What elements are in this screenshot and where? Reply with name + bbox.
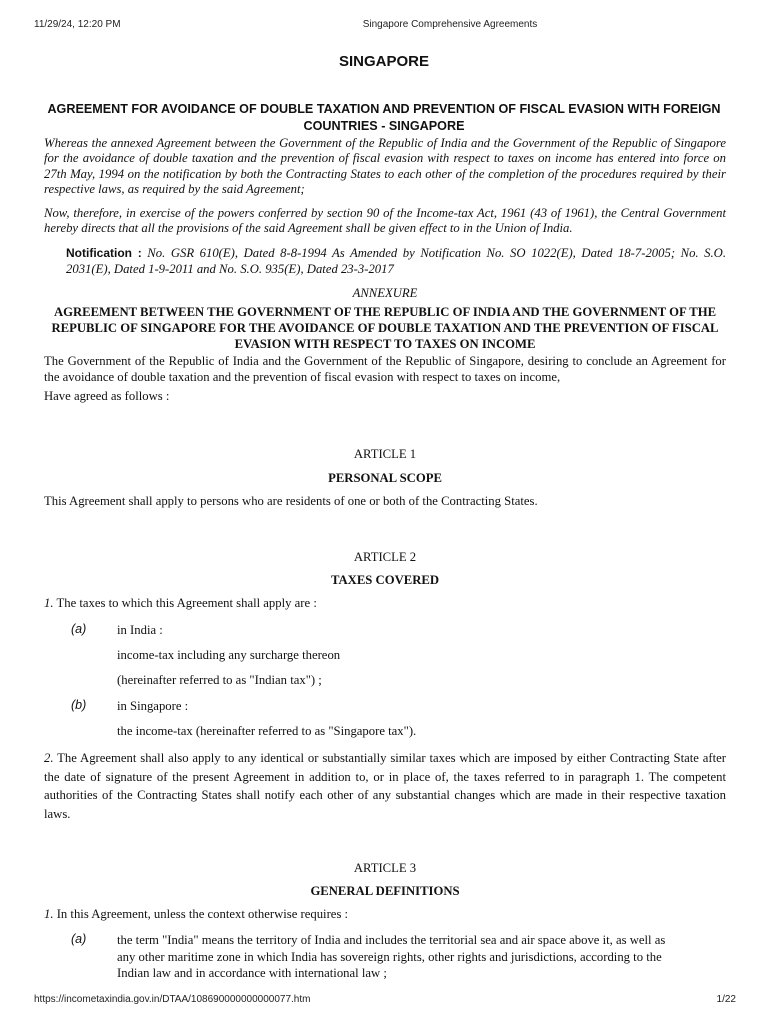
article-3-title: GENERAL DEFINITIONS (310, 884, 460, 898)
article-3-number: ARTICLE 3 (353, 861, 417, 875)
item-a-text: in India : (117, 623, 163, 637)
item-a-sub-1: income-tax including any surcharge thereon (117, 648, 341, 662)
article-1-title: PERSONAL SCOPE (328, 471, 442, 485)
paragraph-text: The taxes to which this Agreement shall apply are : (56, 596, 317, 610)
article-2-paragraph-1 (44, 596, 726, 612)
paragraph-number: 2. (44, 751, 54, 765)
article-1-text: This Agreement shall apply to persons who are residents of one or both of the Contracting States. (44, 494, 538, 508)
item-b-label: (b) (71, 698, 87, 712)
print-page-title: Singapore Comprehensive Agreements (362, 19, 538, 30)
item-b-sub-1: the income-tax (hereinafter referred to as "Singapore tax"). (117, 724, 417, 738)
paragraph-text: The Agreement shall also apply to any identical or substantially similar taxes which are imposed by either Contracting State after the date of signature of the present Agreement in addition to, or in place of, the taxes referred to in paragraph 1. The competent authorities of the Contracting States shall notify each other of any substantial changes which are made in their respective taxation laws. (44, 751, 726, 821)
page-number: 1/22 (716, 994, 736, 1005)
notification-label: Notification : (66, 246, 142, 260)
article-3-paragraph-1 (44, 907, 726, 923)
country-title: SINGAPORE (338, 53, 429, 70)
print-datetime: 11/29/24, 12:20 PM (34, 19, 121, 30)
item-a-sub-2: (hereinafter referred to as "Indian tax") ; (117, 673, 322, 687)
paragraph-text: In this Agreement, unless the context otherwise requires : (56, 907, 349, 921)
definition-a-text: the term "India" means the territory of India and includes the territorial sea and air space above it, as well as any other maritime zone in which India has sovereign rights, other rights and jurisdictions, according to the Indian law and in accordance with international law ; (117, 933, 666, 980)
article-2-paragraph-2 (44, 749, 726, 823)
notification-text: No. GSR 610(E), Dated 8-8-1994 As Amended by Notification No. SO 1022(E), Dated 18-7-2005; No. S.O. 2031(E), Dated 1-9-2011 and No. S.O. 935(E), Dated 23-3-2017 (66, 246, 726, 276)
article-1-number: ARTICLE 1 (353, 447, 417, 461)
item-a-label: (a) (71, 622, 87, 636)
preamble-paragraph: The Government of the Republic of India and the Government of the Republic of Singapore, desiring to conclude an Agreement for the avoidance of double taxation and the prevention of fiscal evasion with respect to taxes on income, (44, 354, 726, 384)
now-therefore-paragraph: Now, therefore, in exercise of the powers conferred by section 90 of the Income-tax Act, 1961 (43 of 1961), the Central Government hereby directs that all the provisions of the said Agreement shall be given effect to in the Union of India. (44, 206, 726, 236)
article-2-number: ARTICLE 2 (353, 550, 417, 564)
footer-url[interactable]: https://incometaxindia.gov.in/DTAA/108690000000000077.htm (34, 994, 311, 1005)
article-2-title: TAXES COVERED (331, 573, 439, 587)
whereas-paragraph: Whereas the annexed Agreement between the Government of the Republic of India and the Government of the Republic of Singapore for the avoidance of double taxation and the prevention of fiscal evasion with respect to taxes on income has entered into force on 27th May, 1994 on the notification by both the Contracting States to each other of the completion of the procedures required by their respective laws, as required by the said Agreement; (44, 136, 726, 196)
paragraph-number: 1. (44, 596, 54, 610)
annexure-title: AGREEMENT BETWEEN THE GOVERNMENT OF THE REPUBLIC OF INDIA AND THE GOVERNMENT OF THE REPUBLIC OF SINGAPORE FOR THE AVOIDANCE OF DOUBLE TAXATION AND THE PREVENTION OF FISCAL EVASION WITH RESPECT TO TAXES ON INCOME (51, 305, 719, 351)
definition-a-label: (a) (71, 932, 87, 946)
annexure-label: ANNEXURE (352, 286, 418, 300)
agreed-line: Have agreed as follows : (44, 389, 170, 403)
item-b-text: in Singapore : (117, 699, 189, 713)
notification-block (66, 245, 726, 277)
paragraph-number: 1. (44, 907, 54, 921)
agreement-title: AGREEMENT FOR AVOIDANCE OF DOUBLE TAXATION AND PREVENTION OF FISCAL EVASION WITH FOREIGN COUNTRIES - SINGAPORE (47, 102, 721, 133)
